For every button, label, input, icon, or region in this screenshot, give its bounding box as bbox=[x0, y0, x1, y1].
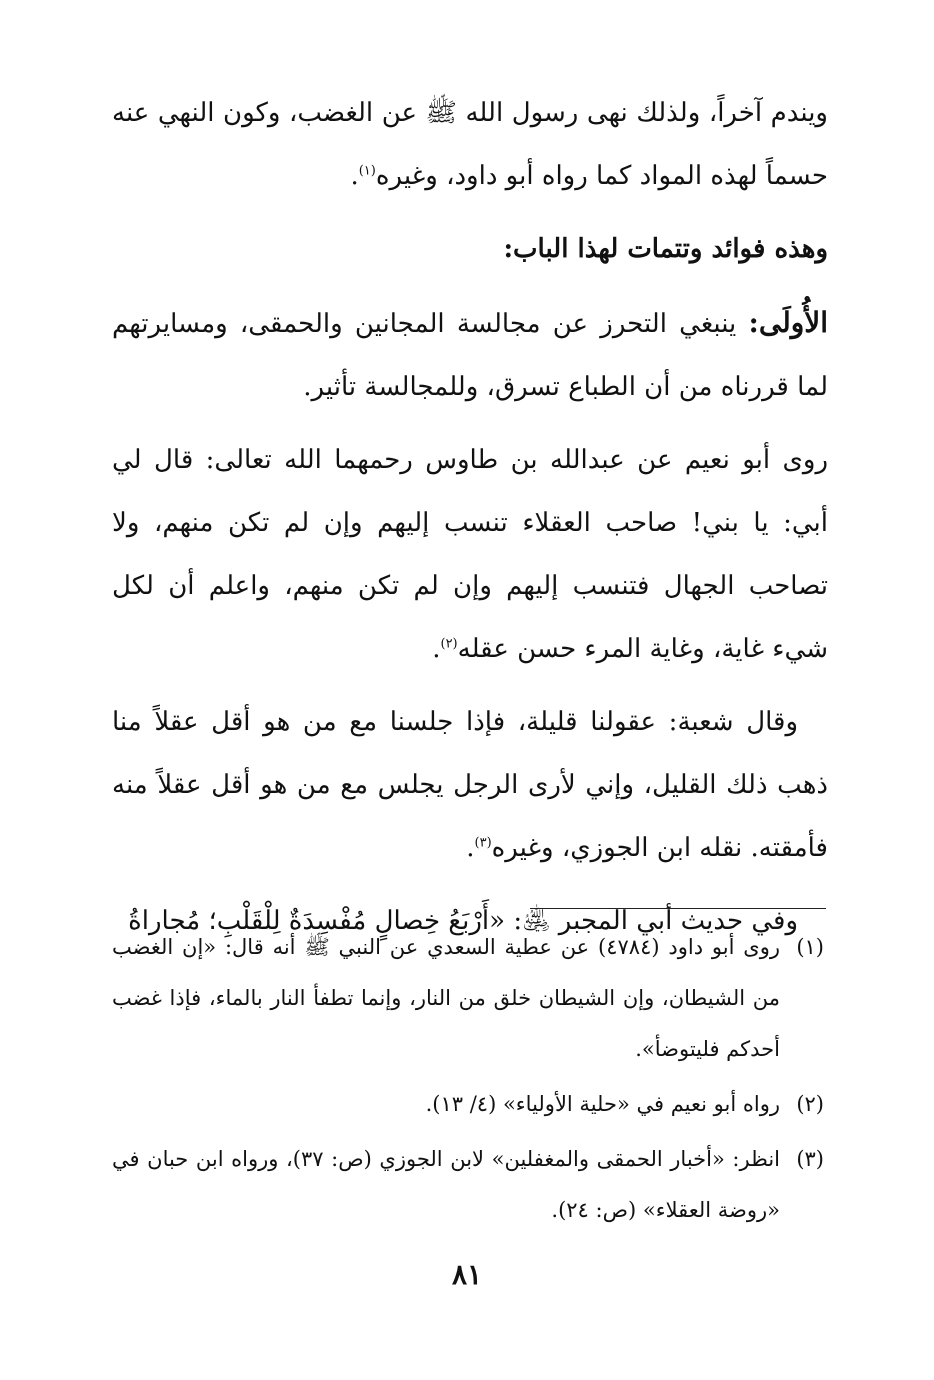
section-heading: وهذه فوائد وتتمات لهذا الباب: bbox=[503, 234, 828, 264]
footnote-number: (٣) bbox=[796, 1147, 824, 1171]
point-text: ينبغي التحرز عن مجالسة المجانين والحمقى، ومسايرتهم لما قررناه من أن الطباع تسرق، وللمجالسة تأثير. bbox=[112, 309, 828, 402]
footnote-number: (١) bbox=[796, 935, 824, 959]
paragraph-text: ويندم آخراً، ولذلك نهى رسول الله ﷺ عن الغضب، وكون النهي عنه حسماً لهذه المواد كما رواه أبو داود، وغيره bbox=[112, 98, 828, 191]
footnote-ref-3[interactable]: (٣) bbox=[474, 835, 492, 851]
point-label: الأُولَى: bbox=[748, 306, 828, 339]
footnote-number: (٢) bbox=[796, 1092, 824, 1116]
footnote-item bbox=[112, 922, 824, 1075]
body-text bbox=[112, 82, 828, 963]
paragraph-first-point bbox=[112, 291, 828, 419]
paragraph-text: روى أبو نعيم عن عبدالله بن طاوس رحمهما الله تعالى: قال لي أبي: يا بني! صاحب العقلاء تنسب إليهم وإن لم تكن منهم، ولا تصاحب الجهال فتنسب إليهم وإن لم تكن منهم، واعلم أن لكل شيء غاية، وغاية المرء حسن عقله bbox=[112, 445, 828, 664]
page-number: ٨١ bbox=[451, 1258, 483, 1291]
footnote-ref-2[interactable]: (٢) bbox=[440, 636, 458, 652]
footnote-ref-1[interactable]: (١) bbox=[358, 163, 376, 179]
footnote-text: رواه أبو نعيم في «حلية الأولياء» (٤/ ١٣). bbox=[425, 1092, 780, 1116]
paragraph-abu-nuaim: روى أبو نعيم عن عبدالله بن طاوس رحمهما الله تعالى: قال لي أبي: يا بني! صاحب العقلاء تنسب إليهم وإن لم تكن منهم، ولا تصاحب الجهال فتنسب إليهم وإن لم تكن منهم، واعلم أن لكل شيء غاية، وغاية المرء حسن عقله$^{(٢)}$. bbox=[112, 445, 828, 664]
footnote-item bbox=[112, 1134, 824, 1236]
footnote-item bbox=[112, 1079, 824, 1130]
footnotes bbox=[112, 922, 824, 1240]
paragraph-text: وقال شعبة: عقولنا قليلة، فإذا جلسنا مع من هو أقل عقلاً منا ذهب ذلك القليل، وإني لأرى الرجل يجلس مع من هو أقل عقلاً منه فأمقته. نقله ابن الجوزي، وغيره bbox=[112, 707, 828, 863]
footnote-divider bbox=[530, 908, 826, 909]
footnote-text: انظر: «أخبار الحمقى والمغفلين» لابن الجوزي (ص: ٣٧)، ورواه ابن حبان في «روضة العقلاء» (ص: ٢٤). bbox=[112, 1147, 780, 1222]
paragraph-text: وفي حديث أبي المجبر ﵁: «أَرْبَعُ خِصالٍ مُفْسِدَةٌ لِلْقَلْبِ؛ مُجاراةُ bbox=[128, 906, 798, 936]
paragraph-shuba: وقال شعبة: عقولنا قليلة، فإذا جلسنا مع من هو أقل عقلاً منا ذهب ذلك القليل، وإني لأرى الرجل يجلس مع من هو أقل عقلاً منه فأمقته. نقله ابن الجوزي، وغيره$^{(٣)}$. bbox=[112, 707, 828, 863]
paragraph-anger: ويندم آخراً، ولذلك نهى رسول الله ﷺ عن الغضب، وكون النهي عنه حسماً لهذه المواد كما رواه أبو داود، وغيره$^{(١)}$. bbox=[112, 98, 828, 191]
footnote-text: روى أبو داود (٤٧٨٤) عن عطية السعدي عن النبي ﷺ أنه قال: «إن الغضب من الشيطان، وإن الشيطان خلق من النار، وإنما تطفأ النار بالماء، فإذا غضب أحدكم فليتوضأ». bbox=[112, 935, 780, 1061]
